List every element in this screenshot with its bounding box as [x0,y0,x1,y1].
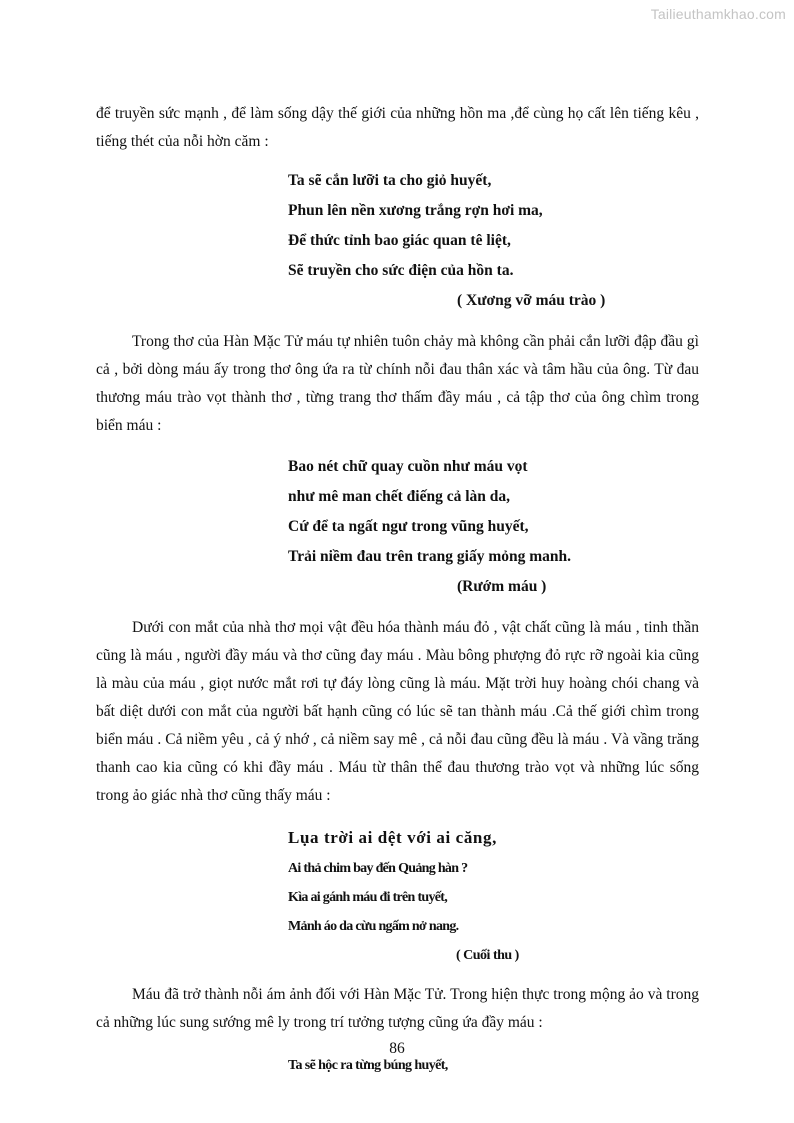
poem-source: ( Cuối thu ) [456,948,519,963]
poem-line: Trải niềm đau trên trang giấy mỏng manh. [288,548,572,565]
paragraph-4: Máu đã trở thành nỗi ám ảnh đối với Hàn Mặc Tử. Trong hiện thực trong mộng ảo và trong cả những lúc sung sướng mê ly trong trí tưởng tượng cũng ứa đầy máu : [96,986,699,1031]
poem-line: Kìa ai gánh máu đi trên tuyết, [288,890,448,905]
poem-line: như mê man chết điếng cả làn da, [288,488,511,505]
paragraph-2: Trong thơ của Hàn Mặc Tử máu tự nhiên tuôn chảy mà không cần phải cắn lưỡi đập đầu gì cả , bởi dòng máu ấy trong thơ ông ứa ra từ chính nỗi đau thân xác và tâm hầu của ông. Từ đau thương máu trào vọt thành thơ , từng trang thơ thấm đầy máu , cả tập thơ của ông chìm trong biển máu : [96,333,699,434]
poem-line: Sẽ truyền cho sức điện của hồn ta. [288,262,514,279]
poem-line: Cứ để ta ngất ngư trong vũng huyết, [288,518,529,535]
poem-line: Phun lên nền xương trắng rợn hơi ma, [288,202,543,219]
poem-line-continuation: Ta sẽ hộc ra từng búng huyết, [288,1058,448,1073]
poem-source: ( Xương vỡ máu trào ) [457,292,606,309]
paragraph-3: Dưới con mắt của nhà thơ mọi vật đều hóa thành máu đỏ , vật chất cũng là máu , tinh thần cũng là máu , người đầy máu và thơ cũng đay máu . Màu bông phượng đỏ rực rỡ ngoài kia cũng là màu của máu , giọt nước mắt rơi tự đáy lòng cũng là máu. Mặt trời huy hoàng chói chang và bất diệt dưới con mắt của người bất hạnh cũng có lúc sẽ tan thành máu .Cả thế giới chìm trong biển máu . Cả niềm yêu , cả ý nhớ , cả niềm say mê , cả nỗi đau cũng đều là máu . Và vầng trăng thanh cao kia cũng có khi đầy máu . Máu từ thân thể đau thương trào vọt và những lúc sống trong ảo giác nhà thơ cũng thấy máu : [96,619,699,804]
poem-ruom-mau [96,452,699,602]
poem-xuong-vo-mau-trao [96,166,699,316]
page-content [96,100,699,1081]
page-number: 86 [389,1040,405,1057]
poem-line: Mảnh áo da cừu ngấm nở nang. [288,919,459,934]
poem-line: Ai thả chim bay đến Quảng hàn ? [288,861,468,876]
watermark: Tailieuthamkhao.com [650,6,786,22]
poem-source: (Rướm máu ) [457,578,547,595]
poem-line: Ta sẽ cắn lưỡi ta cho giỏ huyết, [288,172,492,189]
poem-cuoi-thu [96,822,699,971]
poem-line: Để thức tỉnh bao giác quan tê liệt, [288,232,511,249]
poem-line: Lụa trời ai dệt với ai căng, [288,828,497,847]
opening-paragraph: để truyền sức mạnh , để làm sống dậy thế giới của những hồn ma ,để cùng họ cất lên tiếng kêu , tiếng thét của nỗi hờn căm : [96,105,699,150]
poem-line: Bao nét chữ quay cuồn như máu vọt [288,458,528,475]
